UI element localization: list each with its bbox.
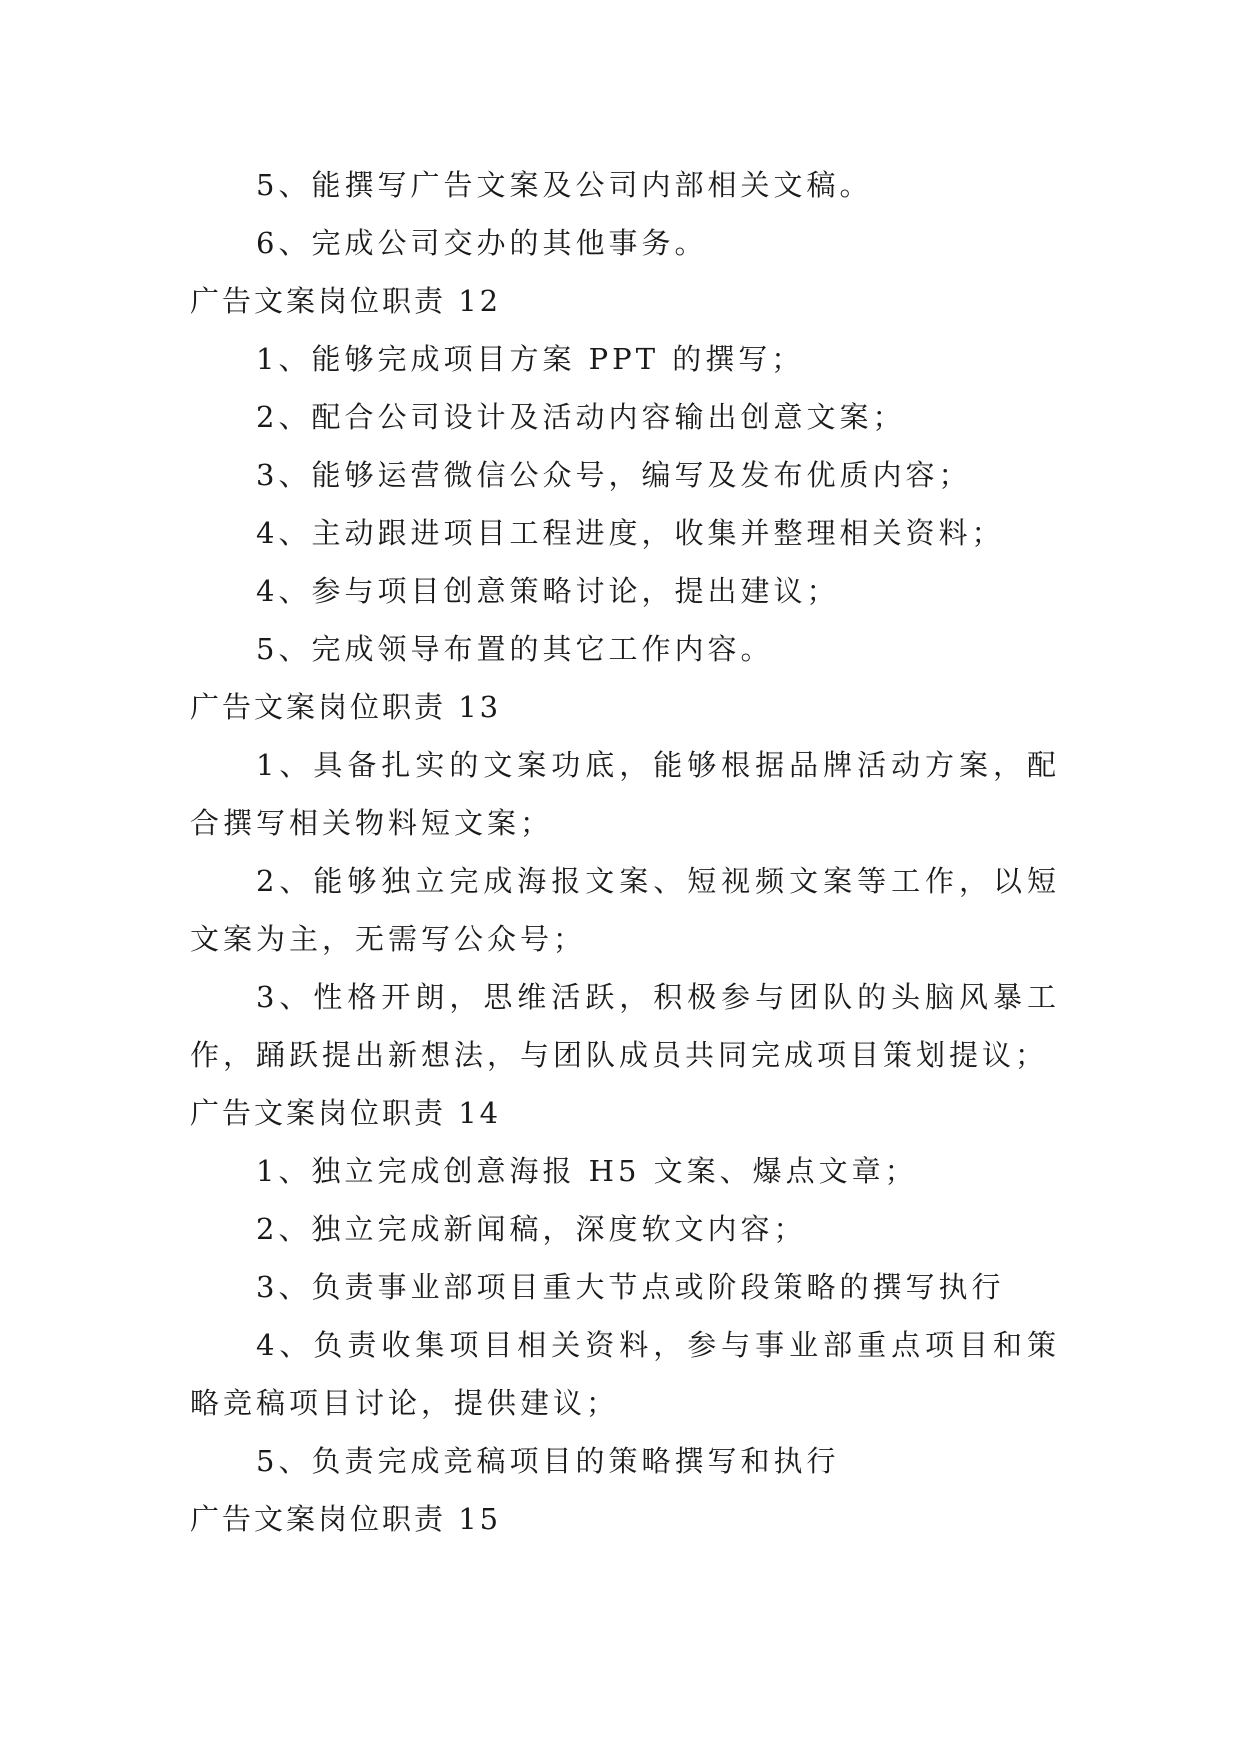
list-item: 4、负责收集项目相关资料，参与事业部重点项目和策略竞稿项目讨论，提供建议； <box>190 1328 1060 1420</box>
list-item: 1、独立完成创意海报 H5 文案、爆点文章； <box>256 1154 918 1188</box>
list-item: 5、能撰写广告文案及公司内部相关文稿。 <box>256 168 873 202</box>
list-item: 5、负责完成竞稿项目的策略撰写和执行 <box>256 1444 840 1478</box>
list-item: 6、完成公司交办的其他事务。 <box>256 226 708 260</box>
list-item: 1、具备扎实的文案功底，能够根据品牌活动方案，配合撰写相关物料短文案； <box>190 748 1060 840</box>
list-item: 2、独立完成新闻稿，深度软文内容； <box>256 1212 807 1246</box>
list-item: 5、完成领导布置的其它工作内容。 <box>256 632 774 666</box>
section-heading: 广告文案岗位职责 12 <box>190 284 502 318</box>
list-item: 4、参与项目创意策略讨论，提出建议； <box>256 574 840 608</box>
list-item: 2、能够独立完成海报文案、短视频文案等工作，以短文案为主，无需写公众号； <box>190 864 1060 956</box>
section-heading: 广告文案岗位职责 14 <box>190 1096 502 1130</box>
list-item: 4、主动跟进项目工程进度，收集并整理相关资料； <box>256 516 1005 550</box>
list-item: 3、性格开朗，思维活跃，积极参与团队的头脑风暴工作，踊跃提出新想法，与团队成员共同完成项目策划提议； <box>190 980 1060 1072</box>
list-item: 1、能够完成项目方案 PPT 的撰写； <box>256 342 805 376</box>
section-heading: 广告文案岗位职责 13 <box>190 690 502 724</box>
section-heading: 广告文案岗位职责 15 <box>190 1502 502 1536</box>
document-body <box>190 156 1060 1548</box>
list-item: 3、能够运营微信公众号，编写及发布优质内容； <box>256 458 972 492</box>
list-item: 3、负责事业部项目重大节点或阶段策略的撰写执行 <box>256 1270 1005 1304</box>
list-item: 2、配合公司设计及活动内容输出创意文案； <box>256 400 906 434</box>
